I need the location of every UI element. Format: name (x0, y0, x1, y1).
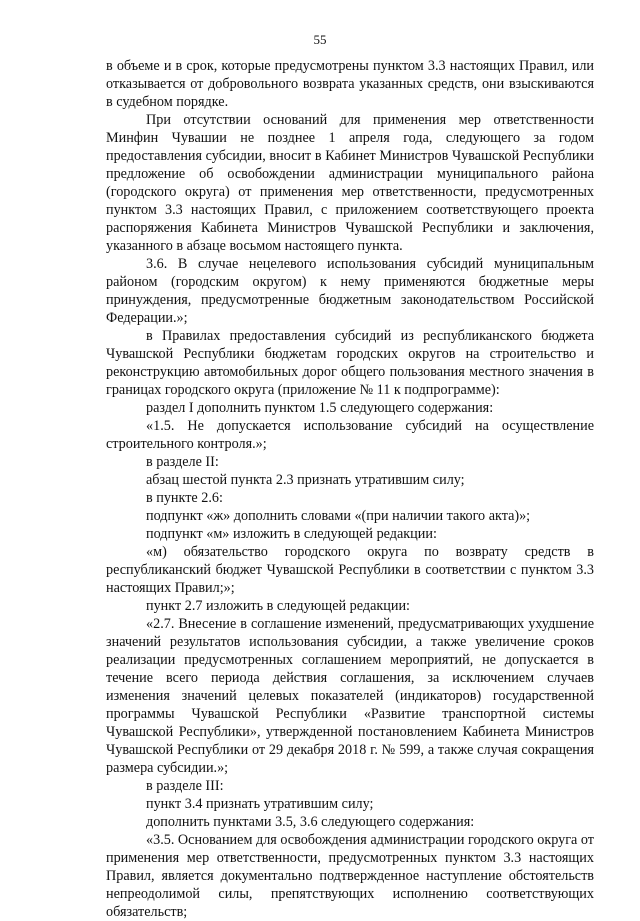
paragraph: в объеме и в срок, которые предусмотрены пунктом 3.3 настоящих Правил, или отказывается от добровольного возврата указанных средств, они взыскиваются в судебном порядке. (106, 58, 594, 110)
paragraph: подпункт «ж» дополнить словами «(при наличии такого акта)»; (146, 508, 531, 524)
paragraph: «2.7. Внесение в соглашение изменений, предусматривающих ухудшение значений результатов использования субсидии, а также увеличение сроков реализации предусмотренных соглашением мероприятий, не допускается в течение всего периода действия соглашения, за исключением случаев изменения значений целевых показателей (индикаторов) государственной программы Чувашской Республики «Развитие транспортной системы Чувашской Республики», утвержденной постановлением Кабинета Министров Чувашской Республики от 29 декабря 2018 г. № 599, а также случая сокращения размера субсидии.»; (106, 616, 594, 776)
page-number: 55 (313, 32, 327, 47)
paragraph: в пункте 2.6: (146, 490, 223, 506)
paragraph: раздел I дополнить пунктом 1.5 следующего содержания: (146, 400, 494, 416)
paragraph: пункт 2.7 изложить в следующей редакции: (146, 598, 410, 614)
paragraph: «м) обязательство городского округа по возврату средств в республиканский бюджет Чувашской Республики в соответствии с пунктом 3.3 настоящих Правил;»; (106, 544, 594, 596)
paragraph: в разделе III: (146, 778, 224, 794)
paragraph: пункт 3.4 признать утратившим силу; (146, 796, 374, 812)
paragraph: абзац шестой пункта 2.3 признать утратившим силу; (146, 472, 465, 488)
paragraph: подпункт «м» изложить в следующей редакции: (146, 526, 437, 542)
paragraph: «1.5. Не допускается использование субсидий на осуществление строительного контроля.»; (106, 418, 594, 452)
paragraph: 3.6. В случае нецелевого использования субсидий муниципальным районом (городским округом) к нему применяются бюджетные меры принуждения, предусмотренные бюджетным законодательством Российской Федерации.»; (106, 256, 594, 326)
paragraph: в Правилах предоставления субсидий из республиканского бюджета Чувашской Республики бюджетам городских округов на строительство и реконструкцию автомобильных дорог общего пользования местного значения в границах городского округа (приложение № 11 к подпрограмме): (106, 328, 594, 398)
paragraph: дополнить пунктами 3.5, 3.6 следующего содержания: (146, 814, 475, 830)
document-body (106, 57, 594, 921)
paragraph: в разделе II: (146, 454, 219, 470)
paragraph: При отсутствии оснований для применения мер ответственности Минфин Чувашии не позднее 1 апреля года, следующего за годом предоставления субсидии, вносит в Кабинет Министров Чувашской Республики предложение об освобождении администрации муниципального района (городского округа) от применения мер ответственности, предусмотренных пунктом 3.3 настоящих Правил, с приложением соответствующего проекта распоряжения Кабинета Министров Чувашской Республики и заключения, указанного в абзаце восьмом настоящего пункта. (106, 112, 594, 254)
paragraph: «3.5. Основанием для освобождения администрации городского округа от применения мер ответственности, предусмотренных пунктом 3.3 настоящих Правил, является документально подтвержденное наступление обстоятельств непреодолимой силы, препятствующих исполнению соответствующих обязательств; (106, 832, 594, 920)
